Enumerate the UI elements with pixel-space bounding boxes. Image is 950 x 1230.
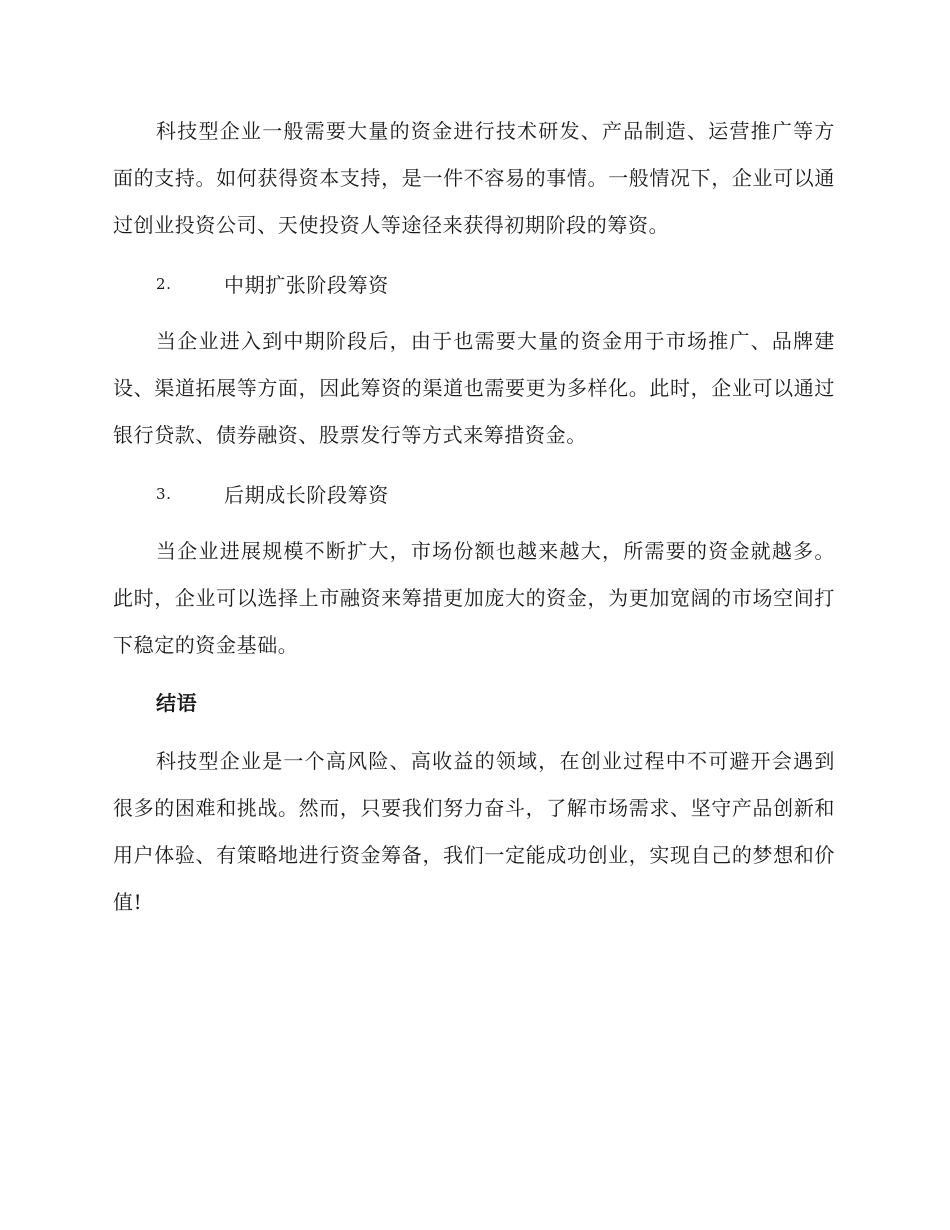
paragraph-late-stage: 当企业进展规模不断扩大，市场份额也越来越大，所需要的资金就越多。此时，企业可以选择上市融资来筹措更加庞大的资金，为更加宽阔的市场空间打下稳定的资金基础。 (113, 539, 835, 657)
list-number: 2. (156, 274, 172, 293)
paragraph-early-stage: 科技型企业一般需要大量的资金进行技术研发、产品制造、运营推广等方面的支持。如何获得资本支持，是一件不容易的事情。一般情况下，企业可以通过创业投资公司、天使投资人等途径来获得初期阶段的筹资。 (113, 119, 835, 237)
document-page (113, 108, 835, 926)
conclusion-heading: 结语 (156, 691, 198, 715)
list-item-title: 中期扩张阶段筹资 (224, 273, 389, 297)
paragraph-conclusion: 科技型企业是一个高风险、高收益的领域，在创业过程中不可避开会遇到很多的困难和挑战。然而，只要我们努力奋斗，了解市场需求、坚守产品创新和用户体验、有策略地进行资金筹备，我们一定能成功创业，实现自己的梦想和价值! (113, 749, 835, 914)
paragraph-mid-stage: 当企业进入到中期阶段后，由于也需要大量的资金用于市场推广、品牌建设、渠道拓展等方面，因此筹资的渠道也需要更为多样化。此时，企业可以通过银行贷款、债券融资、股票发行等方式来筹措资金。 (113, 329, 835, 447)
list-number: 3. (156, 484, 172, 503)
list-item-mid-stage (113, 260, 835, 307)
list-item-title: 后期成长阶段筹资 (224, 483, 389, 507)
list-item-late-stage (113, 470, 835, 517)
